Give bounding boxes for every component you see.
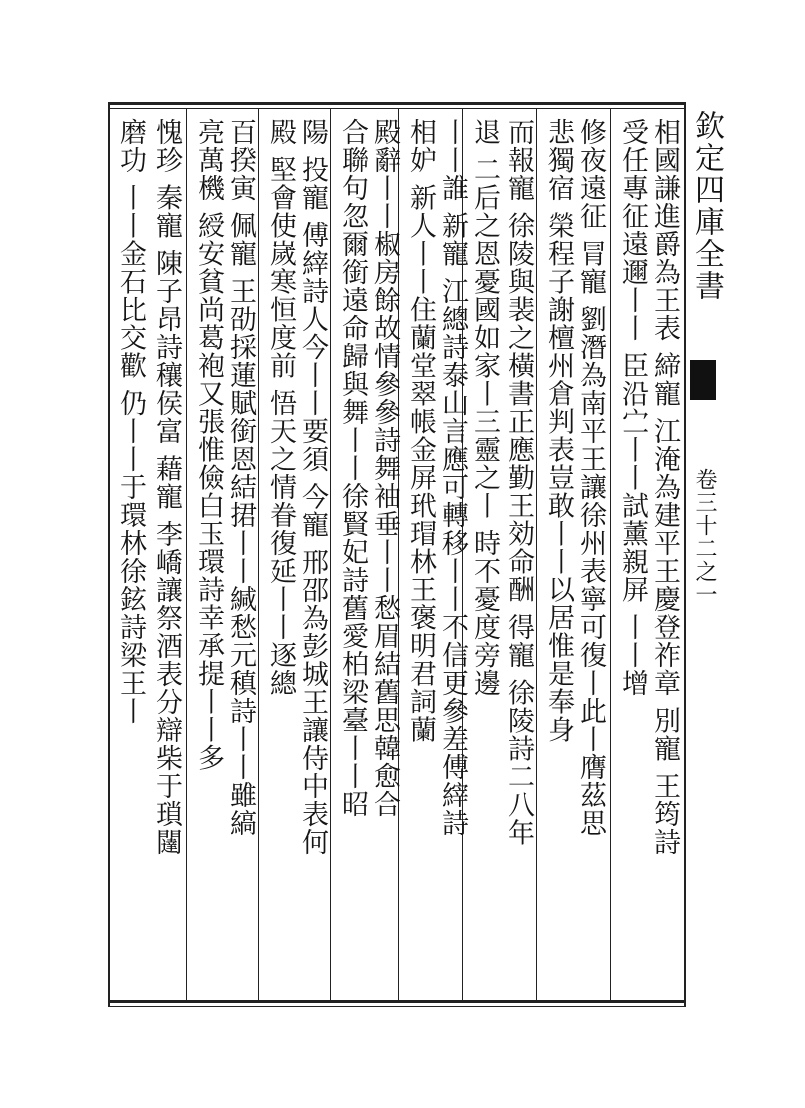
text-column: 丨丨誰 新寵 江總詩泰山言應可轉移丨丨不信更參差傅縡詩 bbox=[437, 118, 468, 838]
text-column: 殿辭丨丨椒房餘故情參參詩舞袖垂丨丨愁眉結舊思韓愈合 bbox=[369, 118, 400, 818]
column-divider bbox=[258, 108, 259, 1000]
top-border-rule bbox=[108, 102, 686, 105]
text-column: 而報寵 徐陵與裴之橫書正應勤王効命酬 得寵 徐陵詩二八年 bbox=[503, 118, 534, 847]
text-column: 相妒 新人丨丨住蘭堂翠帳金屏玳瑁林王褒明君詞蘭 bbox=[405, 118, 436, 744]
left-frame-rule bbox=[108, 102, 110, 1006]
column-divider bbox=[186, 108, 187, 1000]
text-column: 受任專征遠邇丨丨 臣沿㝉丨丨試薰親屏 丨丨增 bbox=[617, 118, 648, 698]
fishtail-mark bbox=[690, 360, 716, 400]
text-column: 百揆寅 佩寵 王劭採蓮賦銜恩結捃丨丨緘愁元稹詩丨丨雖縞 bbox=[225, 118, 256, 838]
top-border-rule-thin bbox=[108, 108, 686, 109]
text-column: 殿 堅會使嵗寒恒度前 悟天之情眷復延丨丨逐總 bbox=[265, 118, 296, 698]
text-column: 亮萬機 綬安貧尚葛袍又張惟儉白玉環詩幸承提丨丨多 bbox=[193, 118, 224, 772]
column-divider bbox=[610, 108, 611, 1000]
text-column: 相國謙進爵為王表 締寵 江淹為建平王慶登祚章 別寵 王筠詩 bbox=[649, 118, 680, 857]
text-column: 悲獨宿 榮程子謝檀州倉判表豈敢丨丨以居惟是奉身 bbox=[543, 118, 574, 744]
text-column: 退 二后之恩憂國如家丨三靈之丨 時不憂度旁邊 bbox=[469, 118, 500, 698]
bottom-border-rule bbox=[108, 1000, 686, 1003]
text-column: 修夜遠征 冐寵 劉潛為南平王讓徐州表寧可復丨此丨膺茲思 bbox=[575, 118, 606, 838]
column-divider bbox=[330, 108, 331, 1000]
text-column: 陽 投寵 傅縡詩人今丨丨要須 今寵 邢邵為彭城王讓侍中表何 bbox=[297, 118, 328, 857]
column-divider bbox=[536, 108, 537, 1000]
volume-number: 卷三十二之一 bbox=[692, 468, 717, 606]
text-column: 合聯句忽爾銜遠命歸與舞丨丨徐賢妃詩舊愛柏梁臺丨丨昭 bbox=[337, 118, 368, 818]
text-column: 磨功 丨丨金石比交歡 仍丨丨于環林徐鉉詩梁王丨 bbox=[115, 118, 146, 726]
text-column: 愧珍 秦寵 陳子昂詩穰侯富 藉寵 李嶠讓祭酒表分辯柴于瑣闥 bbox=[151, 118, 182, 857]
right-frame-rule bbox=[684, 102, 686, 1006]
book-title: 欽定四庫全書 bbox=[689, 110, 724, 302]
bottom-border-rule-thin bbox=[108, 1006, 686, 1007]
